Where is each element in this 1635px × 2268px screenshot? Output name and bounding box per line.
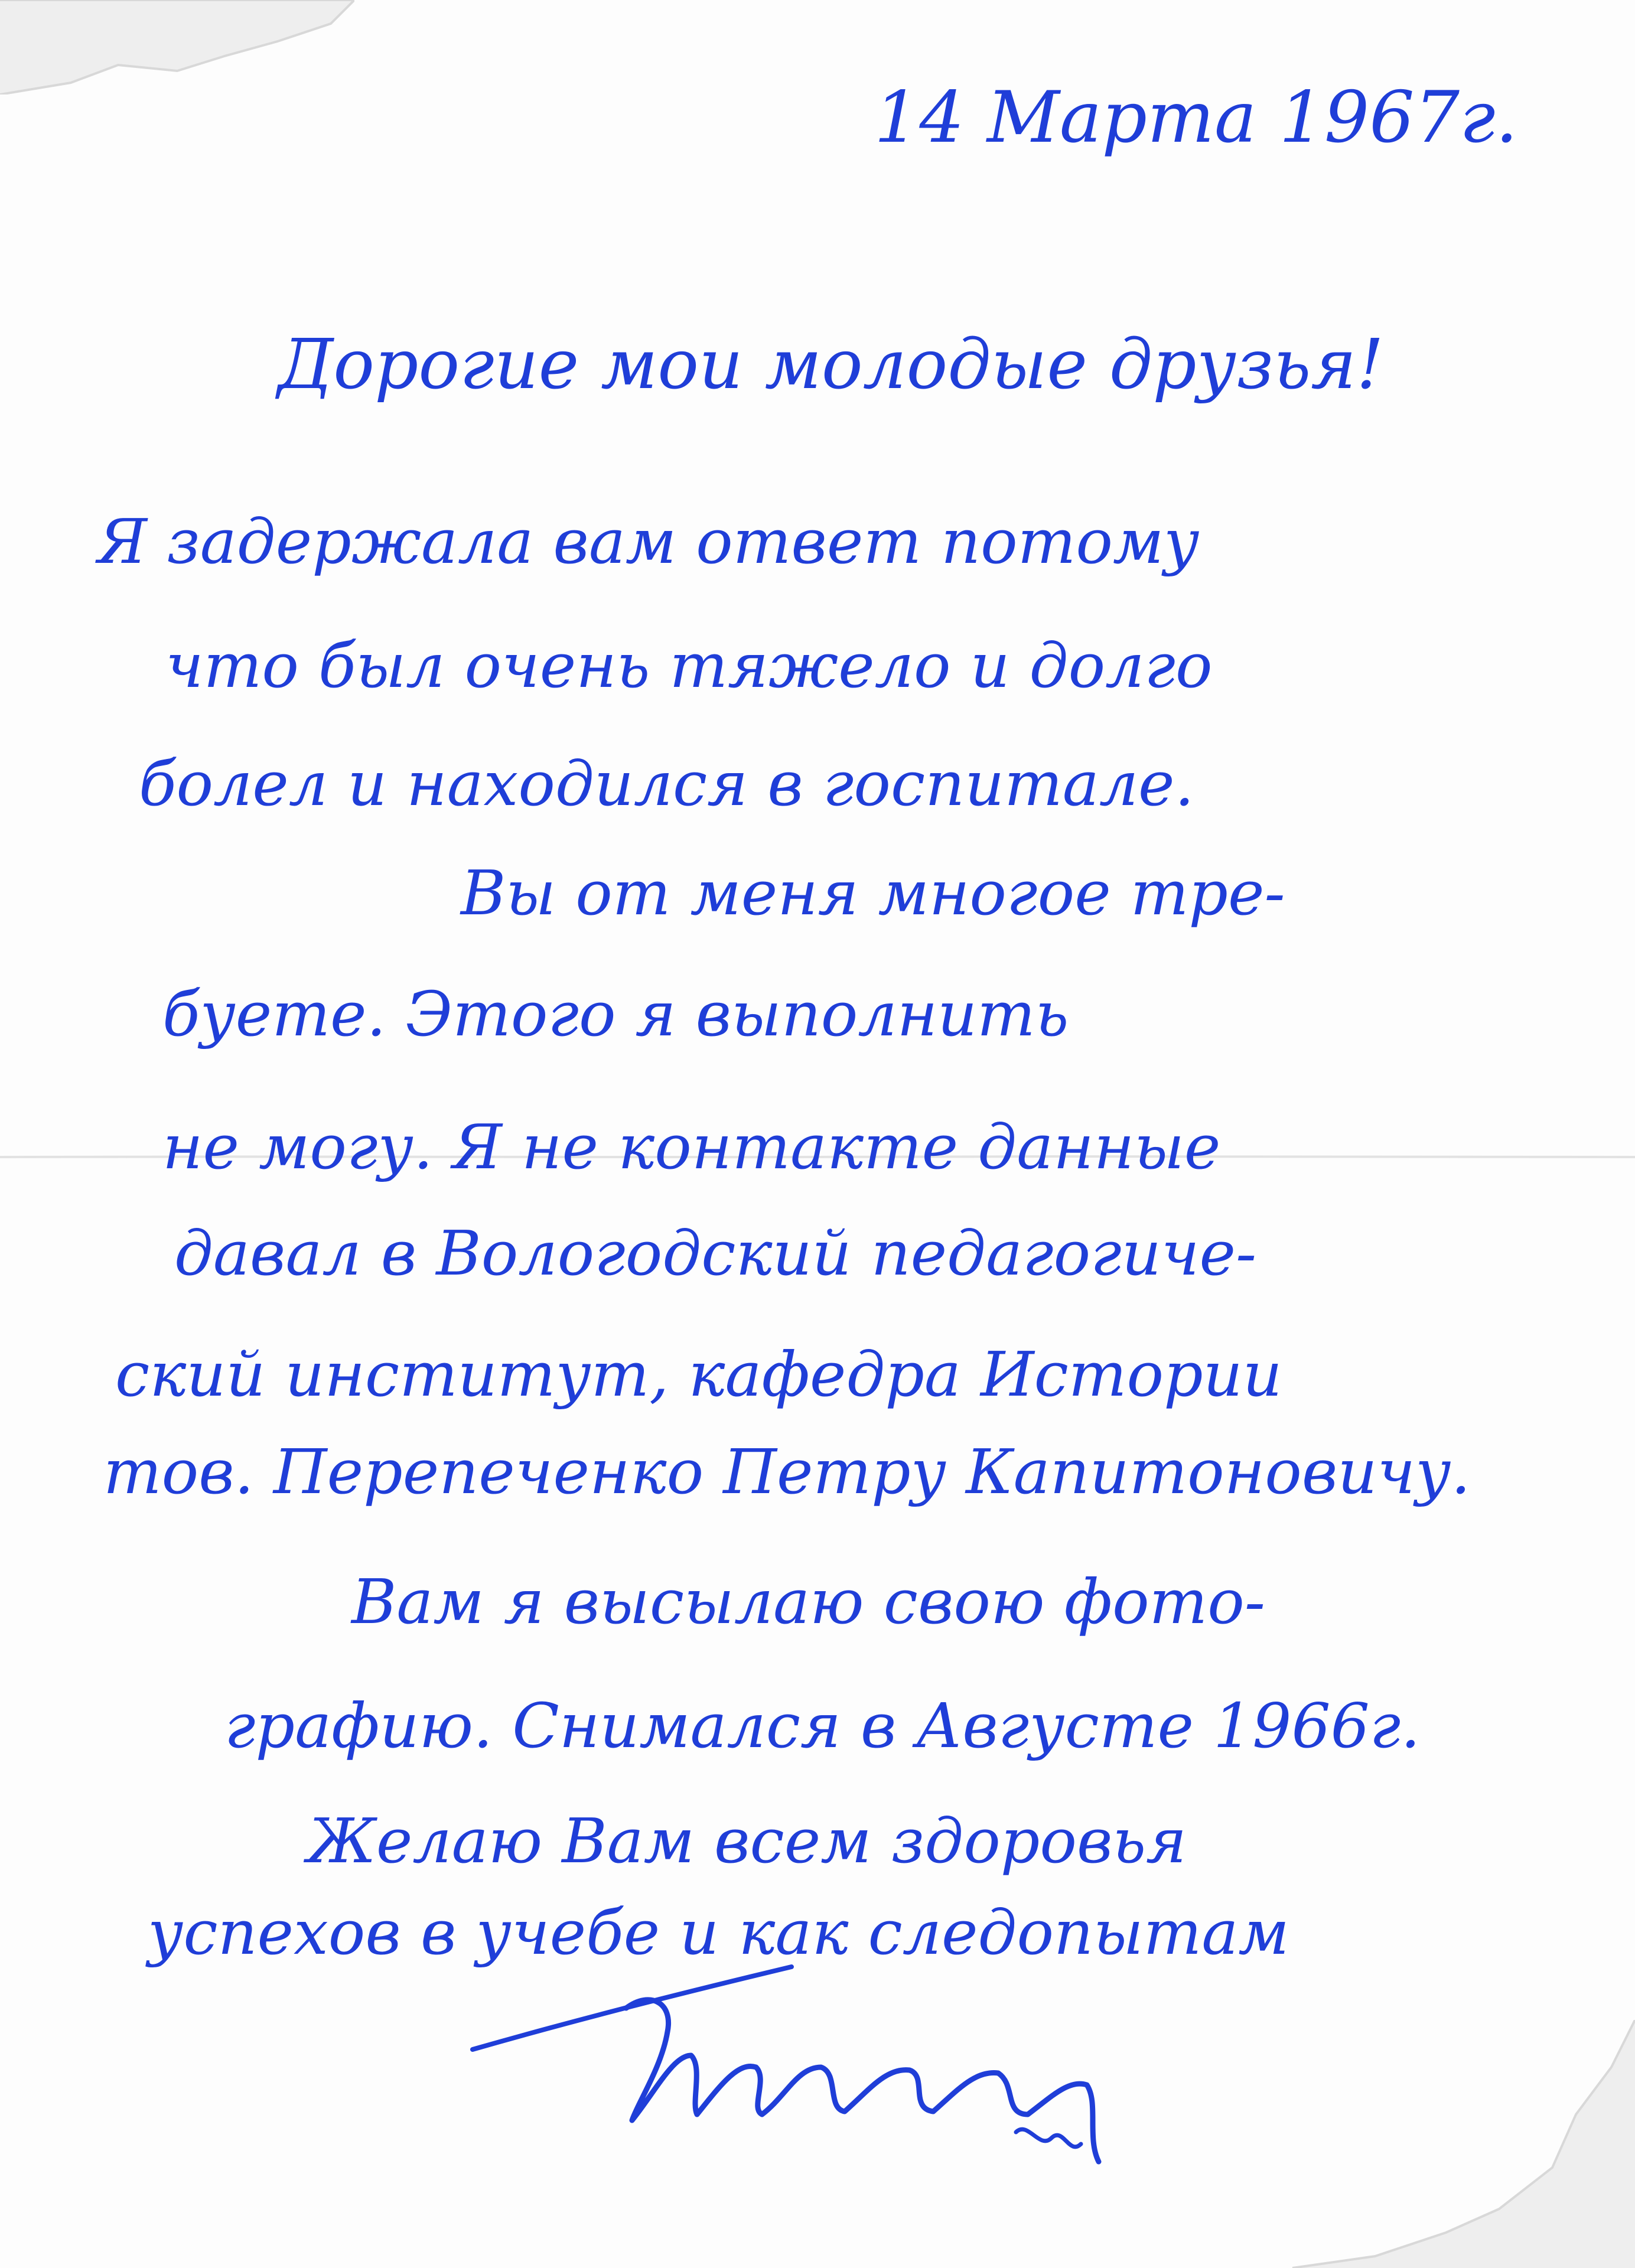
letter-line: Вам я высылаю свою фото- bbox=[351, 1566, 1266, 1638]
letter-line: Желаю Вам всем здоровья bbox=[307, 1805, 1187, 1877]
letter-line: давал в Вологодский педагогиче- bbox=[174, 1217, 1257, 1289]
letter-line: буете. Этого я выполнить bbox=[162, 978, 1069, 1050]
handwritten-signature bbox=[602, 1984, 1158, 2174]
letter-line: что был очень тяжело и долго bbox=[165, 630, 1213, 702]
letter-line: успехов в учебе и как следопытам bbox=[148, 1896, 1289, 1969]
torn-corner-bottom-right bbox=[1222, 2020, 1635, 2268]
letter-greeting: Дорогие мои молодые друзья! bbox=[278, 325, 1384, 405]
letter-line: не могу. Я не контакте данные bbox=[162, 1111, 1221, 1183]
letter-line: графию. Снимался в Августе 1966г. bbox=[224, 1690, 1421, 1762]
letter-line: тов. Перепеченко Петру Капитоновичу. bbox=[103, 1436, 1471, 1508]
letter-line: болел и находился в госпитале. bbox=[139, 748, 1194, 820]
letter-line: Я задержала вам ответ потому bbox=[97, 506, 1200, 578]
letter-date: 14 Марта 1967г. bbox=[874, 77, 1518, 159]
letter-line: Вы от меня многое тре- bbox=[461, 857, 1285, 929]
torn-corner-top-left bbox=[0, 0, 354, 94]
letter-line: ский институт, кафедра Истории bbox=[115, 1338, 1282, 1410]
